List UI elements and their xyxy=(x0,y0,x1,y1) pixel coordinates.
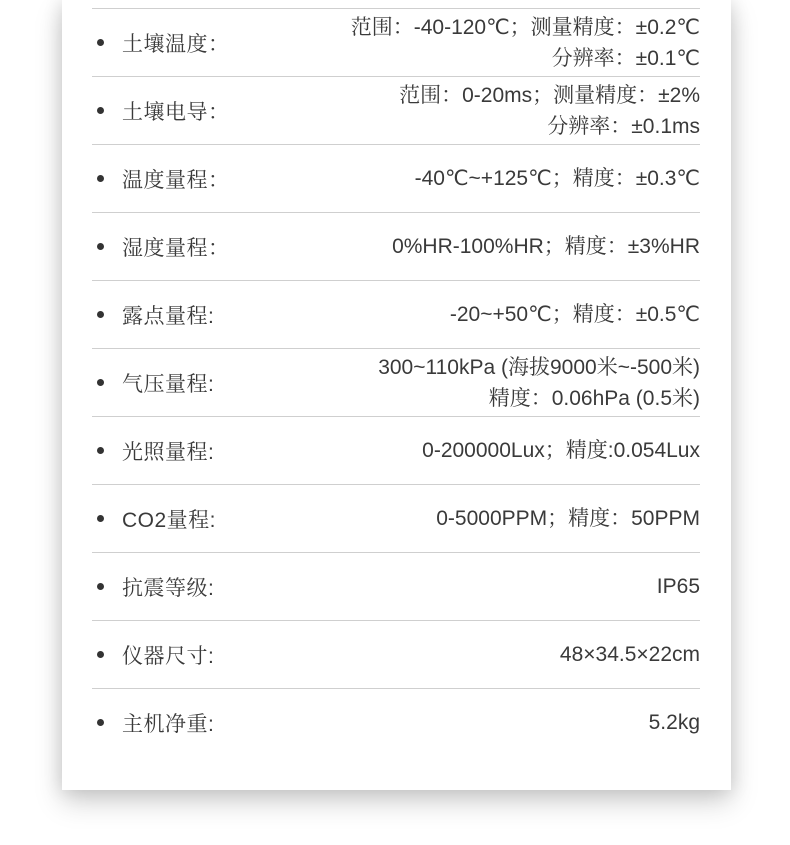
spec-label-group xyxy=(92,96,230,126)
spec-value-line: -20~+50℃；精度：±0.5℃ xyxy=(449,303,700,326)
bullet-icon xyxy=(97,447,104,454)
spec-label-group xyxy=(92,28,230,58)
spec-label-group xyxy=(92,436,214,466)
bullet-icon xyxy=(97,719,104,726)
bullet-icon xyxy=(97,583,104,590)
spec-row xyxy=(92,688,700,756)
spec-label: 仪器尺寸: xyxy=(122,644,215,668)
spec-value-line: 分辨率：±0.1ms xyxy=(547,114,700,138)
spec-label: 露点量程: xyxy=(122,304,215,328)
spec-row xyxy=(92,280,700,348)
spec-row xyxy=(92,212,700,280)
spec-row xyxy=(92,144,700,212)
spec-label: 气压量程: xyxy=(122,372,215,396)
spec-label-group xyxy=(92,708,214,738)
spec-row xyxy=(92,620,700,688)
spec-value-line: 5.2kg xyxy=(648,711,700,734)
spec-value xyxy=(230,231,701,262)
spec-row xyxy=(92,484,700,552)
bullet-icon xyxy=(97,175,104,182)
spec-value-line: 300~110kPa (海拔9000米~-500米) xyxy=(378,355,700,379)
spec-label: 光照量程: xyxy=(122,440,215,464)
spec-value-line: 0%HR-100%HR；精度：±3%HR xyxy=(392,235,700,258)
spec-value xyxy=(214,352,700,414)
spec-label: 温度量程： xyxy=(122,168,230,192)
spec-value xyxy=(214,571,700,602)
bullet-icon xyxy=(97,379,104,386)
spec-label: 抗震等级: xyxy=(122,576,215,600)
spec-label-group xyxy=(92,640,214,670)
spec-label-group xyxy=(92,368,214,398)
spec-label-group xyxy=(92,232,230,262)
spec-label-group xyxy=(92,300,214,330)
spec-value-line: 0-200000Lux；精度:0.054Lux xyxy=(422,439,700,462)
bullet-icon xyxy=(97,39,104,46)
bullet-icon xyxy=(97,515,104,522)
spec-label-group xyxy=(92,164,230,194)
spec-value xyxy=(214,435,700,466)
spec-value xyxy=(214,299,700,330)
spec-label-group xyxy=(92,572,214,602)
spec-row xyxy=(92,8,700,76)
spec-row xyxy=(92,76,700,144)
spec-value-line: 0-5000PPM；精度：50PPM xyxy=(436,507,700,530)
spec-value-line: 48×34.5×22cm xyxy=(559,643,700,666)
spec-row xyxy=(92,416,700,484)
spec-value xyxy=(214,639,700,670)
spec-label-group xyxy=(92,504,216,534)
spec-value-line: -40℃~+125℃；精度：±0.3℃ xyxy=(414,167,700,190)
spec-row xyxy=(92,348,700,416)
spec-label: CO2量程: xyxy=(122,508,217,532)
spec-value xyxy=(230,163,701,194)
bullet-icon xyxy=(97,243,104,250)
spec-value xyxy=(230,12,701,74)
spec-row xyxy=(92,552,700,620)
bullet-icon xyxy=(97,651,104,658)
spec-value-line: 范围：0-20ms；测量精度：±2% xyxy=(399,83,700,107)
spec-value xyxy=(216,503,700,534)
spec-label: 主机净重: xyxy=(122,712,215,736)
spec-value-line: 范围：-40-120℃；测量精度：±0.2℃ xyxy=(350,15,700,39)
spec-value-line: 分辨率：±0.1℃ xyxy=(551,46,700,70)
spec-value-line: 精度：0.06hPa (0.5米) xyxy=(488,386,700,410)
spec-label: 土壤温度： xyxy=(122,32,230,56)
spec-list xyxy=(62,0,731,756)
spec-card xyxy=(62,0,731,790)
spec-label: 湿度量程： xyxy=(122,236,230,260)
bullet-icon xyxy=(97,311,104,318)
spec-value xyxy=(214,707,700,738)
spec-value xyxy=(230,80,701,142)
bullet-icon xyxy=(97,107,104,114)
spec-value-line: IP65 xyxy=(656,575,700,598)
spec-label: 土壤电导： xyxy=(122,100,230,124)
